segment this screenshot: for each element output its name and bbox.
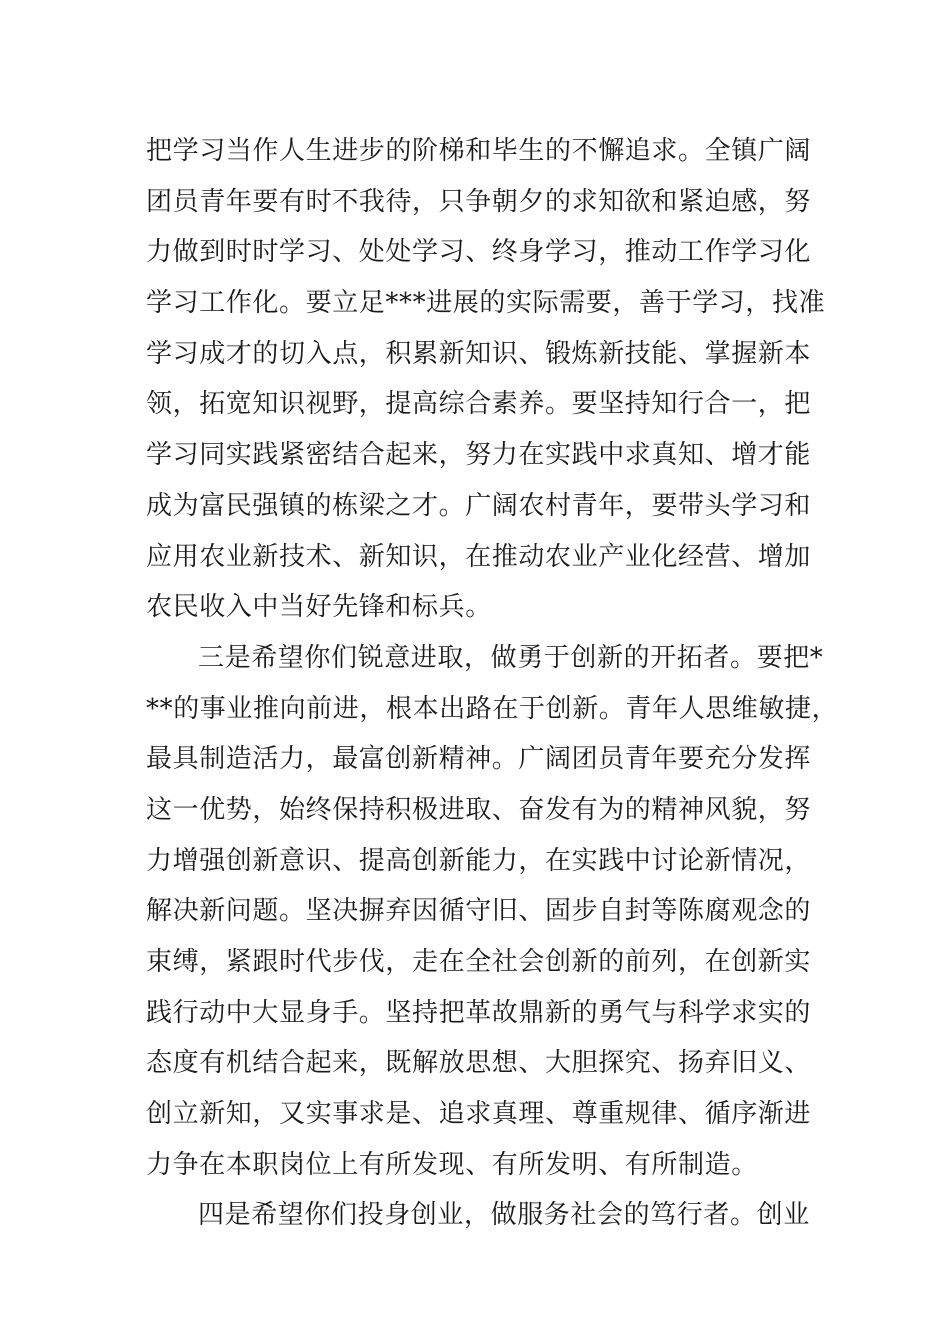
- text-line-10: 农民收入中当好先锋和标兵。: [146, 592, 492, 623]
- text-line-8: 成为富民强镇的栋梁之才。广阔农村青年，要带头学习和: [146, 490, 812, 521]
- text-line-6: 领，拓宽知识视野，提高综合素养。要坚持知行合一，把: [146, 389, 812, 420]
- text-line-3: 力做到时时学习、处处学习、终身学习，推动工作学习化: [146, 237, 812, 268]
- text-line-1: 把学习当作人生进步的阶梯和毕生的不懈追求。全镇广阔: [146, 136, 812, 166]
- text-line-20: 创立新知，又实事求是、追求真理、尊重规律、循序渐进: [146, 1099, 812, 1130]
- text-line-14: 这一优势，始终保持积极进取、奋发有为的精神风貌，努: [146, 794, 812, 825]
- text-line-9: 应用农业新技术、新知识，在推动农业产业化经营、增加: [146, 541, 812, 572]
- paragraph-3-first-line: 三是希望你们锐意进取，做勇于创新的开拓者。要把*: [198, 642, 824, 673]
- paragraph-4-first-line: 四是希望你们投身创业，做服务社会的笃行者。创业: [198, 1200, 810, 1231]
- text-line-18: 践行动中大显身手。坚持把革故鼎新的勇气与科学求实的: [146, 997, 812, 1028]
- text-line-2: 团员青年要有时不我待，只争朝夕的求知欲和紧迫感，努: [146, 186, 812, 217]
- text-line-19: 态度有机结合起来，既解放思想、大胆探究、扬弃旧义、: [146, 1048, 812, 1079]
- text-line-4: 学习工作化。要立足***进展的实际需要，善于学习，找准: [146, 288, 826, 319]
- text-line-12: **的事业推向前进，根本出路在于创新。青年人思维敏捷，: [146, 693, 839, 724]
- text-line-15: 力增强创新意识、提高创新能力，在实践中讨论新情况，: [146, 845, 812, 876]
- text-line-21: 力争在本职岗位上有所发现、有所发明、有所制造。: [146, 1149, 758, 1180]
- text-line-17: 束缚，紧跟时代步伐，走在全社会创新的前列，在创新实: [146, 947, 812, 977]
- text-line-13: 最具制造活力，最富创新精神。广阔团员青年要充分发挥: [146, 744, 812, 775]
- body-text: [146, 126, 839, 1241]
- text-line-16: 解决新问题。坚决摒弃因循守旧、固步自封等陈腐观念的: [146, 896, 812, 927]
- text-line-7: 学习同实践紧密结合起来，努力在实践中求真知、增才能: [146, 440, 812, 471]
- text-line-5: 学习成才的切入点，积累新知识、锻炼新技能、掌握新本: [146, 338, 812, 369]
